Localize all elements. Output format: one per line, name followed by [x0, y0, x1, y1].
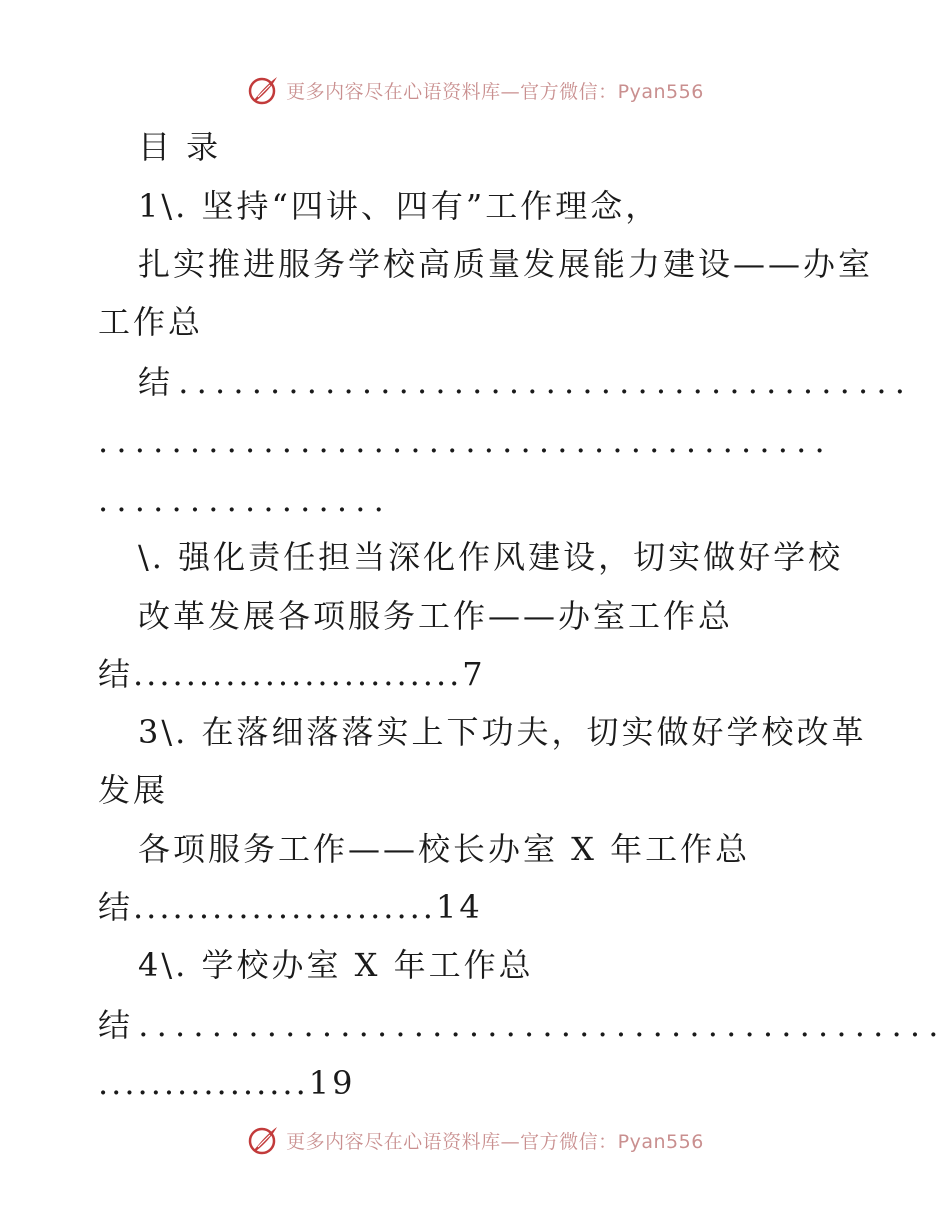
feather-pen-logo-icon	[246, 73, 280, 107]
toc-entry-1-line-2: 扎实推进服务学校高质量发展能力建设——办室	[138, 245, 874, 283]
toc-entry-3-leader: 结.......................14	[98, 888, 483, 926]
toc-entry-1-line-3: 工作总	[98, 303, 204, 341]
footer-watermark	[0, 1122, 950, 1158]
toc-entry-3-line-2: 发展	[98, 771, 169, 809]
toc-entry-4-leader-1: 结............................................	[98, 1006, 947, 1044]
feather-pen-logo-icon	[246, 1123, 280, 1157]
toc-entry-1-line-1: 1\. 坚持“四讲、四有”工作理念，	[138, 187, 661, 225]
toc-entry-1-leader-2: ........................................	[98, 422, 833, 460]
toc-entry-1-leader-3: ................	[98, 481, 392, 519]
toc-entry-2-line-1: \. 强化责任担当深化作风建设，切实做好学校	[138, 538, 844, 576]
toc-heading: 目 录	[138, 128, 222, 166]
watermark-text: 更多内容尽在心语资料库—官方微信：Pyan556	[286, 1130, 704, 1153]
toc-entry-1-leader-1: 结........................................	[138, 363, 914, 401]
toc-entry-3-line-1: 3\. 在落细落落实上下功夫，切实做好学校改革	[138, 713, 867, 751]
watermark-text: 更多内容尽在心语资料库—官方微信：Pyan556	[286, 80, 704, 103]
header-watermark	[0, 72, 950, 108]
toc-entry-4-line-1: 4\. 学校办室 X 年工作总	[138, 946, 534, 984]
toc-entry-4-leader-2: ................19	[98, 1064, 356, 1102]
toc-entry-2-line-2: 改革发展各项服务工作——办室工作总	[138, 597, 734, 635]
toc-entry-2-leader: 结.........................7	[98, 655, 486, 693]
toc-entry-3-line-3: 各项服务工作——校长办室 X 年工作总	[138, 830, 751, 868]
